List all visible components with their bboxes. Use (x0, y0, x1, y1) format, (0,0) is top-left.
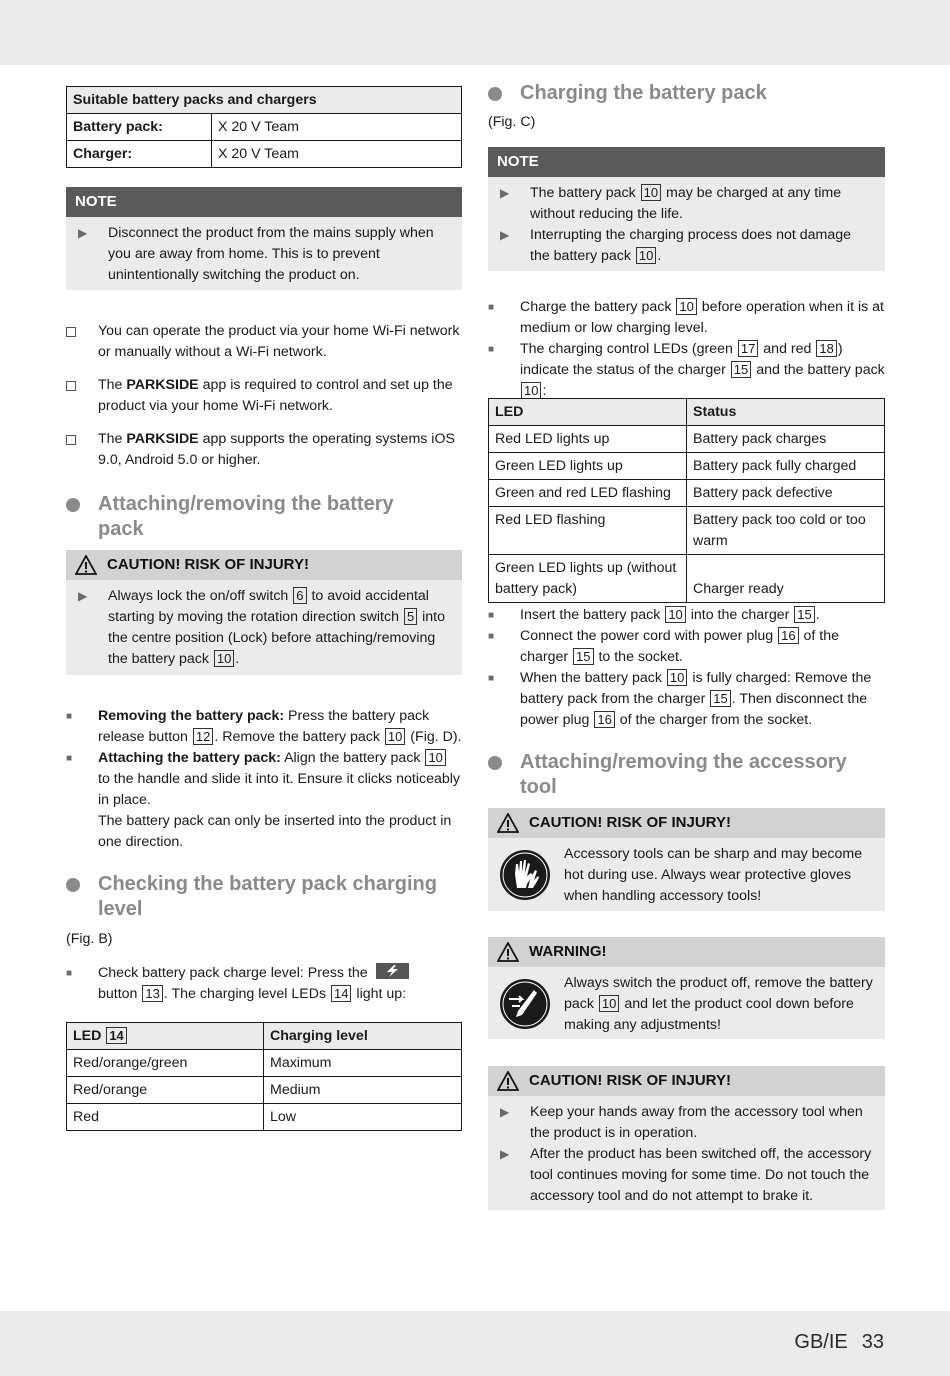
caution-box (488, 1066, 885, 1210)
warning-title: WARNING! (529, 943, 607, 960)
square-bullet-icon: ■ (488, 302, 495, 313)
check-text: Check battery pack charge level: Press the button 13 . The charging level LEDs 14 light up: (98, 963, 409, 1005)
square-bullet-icon: ■ (488, 673, 495, 684)
note-text: Disconnect the product from the mains supply when you are away from home. This is to prevent unintentionally switching the product on. (108, 225, 434, 283)
square-bullet-icon: ■ (488, 344, 495, 355)
table-row: Green LED lights up Battery pack fully charged (489, 453, 885, 480)
step-text: Charge the battery pack 10 before operation when it is at medium or low charging level. (520, 299, 884, 336)
page-footer (794, 1331, 884, 1354)
square-bullet-icon: ■ (488, 610, 495, 621)
col-header-level: Charging level (264, 1023, 462, 1050)
arrow-icon: ▶ (78, 226, 88, 240)
warning-triangle-icon (75, 555, 97, 575)
caution-gloves-box (488, 808, 885, 911)
caution-box (66, 550, 462, 675)
arrow-icon: ▶ (500, 186, 510, 200)
table-row: Red Low (67, 1104, 462, 1131)
page-number: 33 (861, 1331, 884, 1353)
col-header-led: LED 14 (67, 1023, 264, 1050)
insert-steps (488, 605, 885, 731)
battery-level-button-icon (376, 963, 409, 979)
unplug-before-adjustment-icon (498, 977, 552, 1031)
fig-b-label: (Fig. B) (66, 931, 113, 947)
step-text: Connect the power cord with power plug 16 of the charger 15 to the socket. (520, 628, 840, 665)
note-title: NOTE (488, 147, 885, 177)
checkbox-bullet-icon (66, 375, 98, 417)
checkbox-bullet-icon (66, 429, 98, 471)
table-row (67, 141, 462, 168)
row-value: X 20 V Team (212, 114, 462, 141)
warning-text: Always switch the product off, remove the battery pack 10 and let the product cool down before making any adjustments! (564, 975, 873, 1033)
arrow-icon: ▶ (500, 1147, 510, 1161)
bullet-text: You can operate the product via your home Wi-Fi network or manually without a Wi-Fi network. (98, 323, 460, 360)
removing-text: Removing the battery pack: Press the battery pack release button 12 . Remove the battery pack 10 (Fig. D). (98, 708, 462, 745)
square-bullet-icon: ■ (66, 753, 73, 764)
table-row: Green LED lights up (without battery pack) Charger ready (489, 555, 885, 603)
check-step (66, 963, 462, 1005)
table-row: Red/orange/green Maximum (67, 1050, 462, 1077)
square-bullet-icon: ■ (66, 711, 73, 722)
charging-level-table (66, 1022, 462, 1131)
caution-title: CAUTION! RISK OF INJURY! (107, 556, 309, 573)
square-bullet-icon: ■ (66, 968, 73, 979)
caution-text: Always lock the on/off switch 6 to avoid accidental starting by moving the rotation direction switch 5 into the centre position (Lock) before attaching/removing the battery pack 10 . (108, 588, 445, 667)
bullet-text: The PARKSIDE app is required to control and set up the product via your home Wi-Fi network. (98, 377, 453, 414)
note-box (488, 147, 885, 271)
bullet-dot-icon (66, 492, 98, 542)
note-text: The battery pack 10 may be charged at any time without reducing the life. (530, 185, 842, 222)
warning-triangle-icon (497, 813, 519, 833)
table-row: Red/orange Medium (67, 1077, 462, 1104)
step-text: The charging control LEDs (green 17 and red 18 ) indicate the status of the charger 15 and the battery pack 10 : (520, 341, 885, 399)
footer-region: GB/IE (794, 1331, 848, 1353)
battery-steps (66, 706, 462, 853)
row-label: Charger: (67, 141, 212, 168)
protective-gloves-icon (498, 848, 552, 902)
charge-steps (488, 297, 885, 402)
suitable-table (66, 86, 462, 168)
square-bullet-icon: ■ (488, 631, 495, 642)
status-table (488, 398, 885, 603)
heading-check-level: Checking the battery pack charging level (66, 872, 462, 922)
heading-accessory-tool: Attaching/removing the accessory tool (488, 750, 885, 800)
table-title: Suitable battery packs and chargers (67, 87, 462, 114)
step-text: When the battery pack 10 is fully charged: Remove the battery pack from the charger 15 . Then disconnect the power plug 16 of the charger from the socket. (520, 670, 872, 728)
bullet-dot-icon (66, 872, 98, 922)
checkbox-bullet-icon (66, 321, 98, 363)
caution-text: Accessory tools can be sharp and may become hot during use. Always wear protective gloves when handling accessory tools! (564, 846, 863, 904)
row-value: X 20 V Team (212, 141, 462, 168)
col-header-led: LED (489, 399, 687, 426)
top-band (0, 0, 950, 65)
fig-c-label: (Fig. C) (488, 114, 536, 130)
caution-title: CAUTION! RISK OF INJURY! (529, 814, 731, 831)
col-header-status: Status (687, 399, 885, 426)
warning-triangle-icon (497, 1071, 519, 1091)
table-row (67, 114, 462, 141)
bullet-dot-icon (488, 81, 520, 108)
wifi-bullets (66, 321, 462, 471)
heading-attach-battery: Attaching/removing the battery pack (66, 492, 462, 542)
heading-charging: Charging the battery pack (488, 81, 885, 108)
note-text: Interrupting the charging process does not damage the battery pack 10 . (530, 227, 851, 264)
table-row: Green and red LED flashing Battery pack defective (489, 480, 885, 507)
attaching-text: Attaching the battery pack: Align the battery pack 10 to the handle and slide it into it. Ensure it clicks noticeably in place. The battery pack can only be inserted into the product in one direction. (98, 750, 460, 850)
bullet-dot-icon (488, 750, 520, 800)
note-title: NOTE (66, 187, 462, 217)
table-row: Red LED lights up Battery pack charges (489, 426, 885, 453)
row-label: Battery pack: (67, 114, 212, 141)
arrow-icon: ▶ (78, 589, 88, 603)
caution-text: After the product has been switched off, the accessory tool continues moving for some time. Do not touch the accessory tool and do not attempt to brake it. (530, 1146, 872, 1204)
caution-text: Keep your hands away from the accessory tool when the product is in operation. (530, 1104, 863, 1141)
warning-box (488, 937, 885, 1039)
arrow-icon: ▶ (500, 228, 510, 242)
bullet-text: The PARKSIDE app supports the operating systems iOS 9.0, Android 5.0 or higher. (98, 431, 455, 468)
step-text: Insert the battery pack 10 into the charger 15 . (520, 607, 820, 623)
caution-title: CAUTION! RISK OF INJURY! (529, 1072, 731, 1089)
note-box (66, 187, 462, 290)
warning-triangle-icon (497, 942, 519, 962)
arrow-icon: ▶ (500, 1105, 510, 1119)
table-row: Red LED flashing Battery pack too cold or too warm (489, 507, 885, 555)
